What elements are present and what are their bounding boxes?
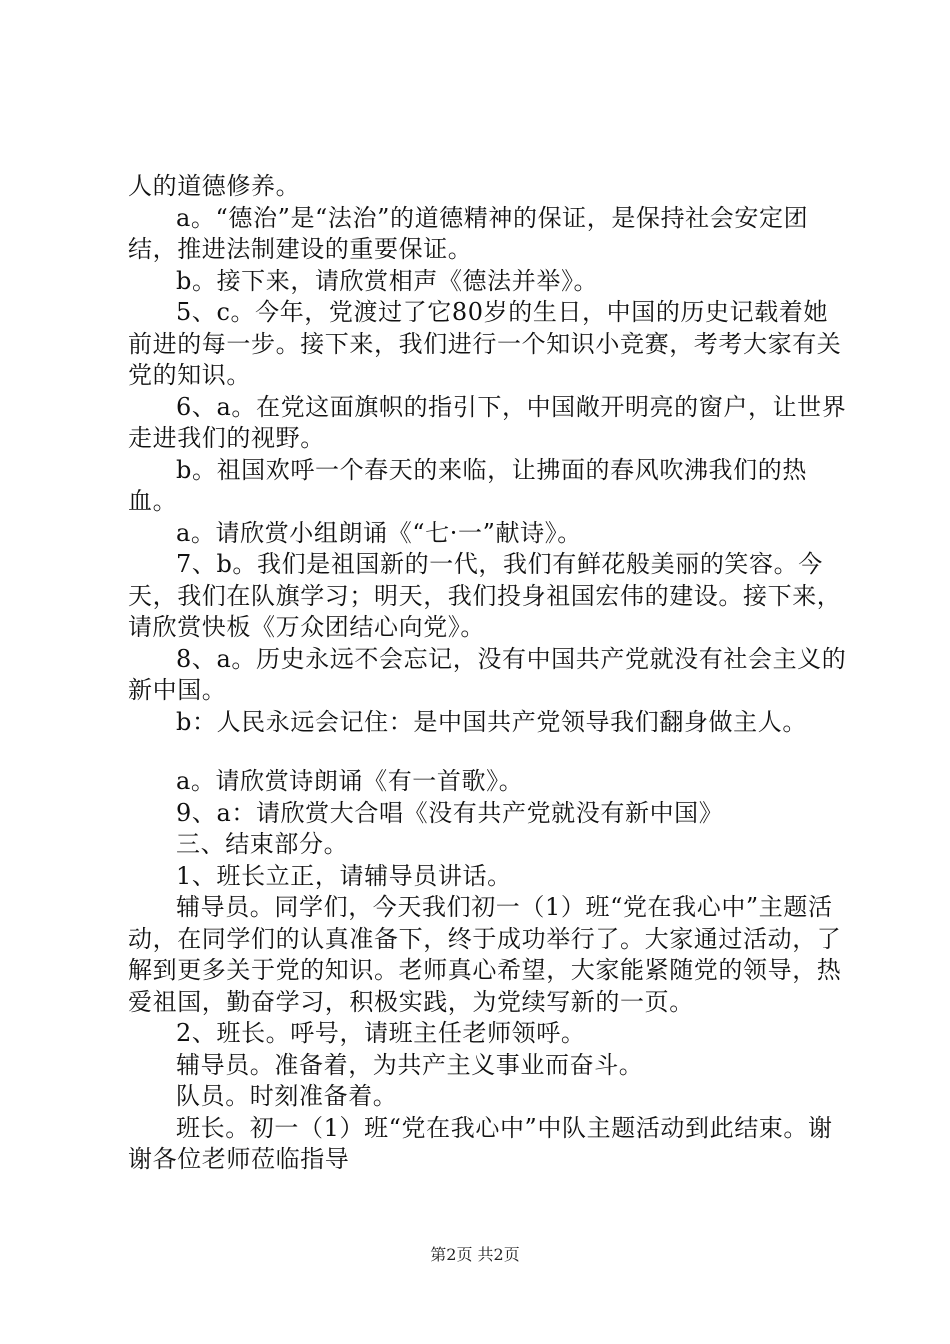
paragraph: b：人民永远会记住：是中国共产党领导我们翻身做主人。 xyxy=(176,707,807,736)
paragraph: 辅导员。准备着，为共产主义事业而奋斗。 xyxy=(176,1050,644,1079)
paragraph: 队员。时刻准备着。 xyxy=(176,1082,398,1110)
paragraph: 辅导员。同学们，今天我们初一（1）班“党在我心中”主题活动，在同学们的认真准备下，终于成功举行了。大家通过活动，了解到更多关于党的知识。老师真心希望，大家能紧随党的领导，热爱祖国，勤奋学习，积极实践，为党续写新的一页。 xyxy=(128,893,842,1016)
paragraph: b。接下来，请欣赏相声《德法并举》。 xyxy=(176,266,599,295)
paragraph: 人的道德修养。 xyxy=(128,172,301,200)
document-body xyxy=(128,171,848,1176)
section-heading: 三、结束部分。 xyxy=(176,830,349,858)
paragraph: 7、b。我们是祖国新的一代，我们有鲜花般美丽的笑容。今天，我们在队旗学习；明天，我们投身祖国宏伟的建设。接下来，请欣赏快板《万众团结心向党》。 xyxy=(128,550,842,641)
paragraph: a。请欣赏小组朗诵《“七·一”献诗》。 xyxy=(176,518,582,547)
paragraph: 1、班长立正，请辅导员讲话。 xyxy=(176,861,512,890)
paragraph: 班长。初一（1）班“党在我心中”中队主题活动到此结束。谢谢各位老师莅临指导 xyxy=(128,1113,833,1173)
paragraph: 9、a：请欣赏大合唱《没有共产党就没有新中国》 xyxy=(176,798,724,827)
paragraph: 5、c。今年，党渡过了它80岁的生日，中国的历史记载着她前进的每一步。接下来，我们进行一个知识小竞赛，考考大家有关党的知识。 xyxy=(128,298,842,389)
paragraph: b。祖国欢呼一个春天的来临，让拂面的春风吹沸我们的热血。 xyxy=(128,455,807,515)
page-footer: 第2页 共2页 xyxy=(430,1245,520,1264)
paragraph: a。请欣赏诗朗诵《有一首歌》。 xyxy=(176,767,524,795)
paragraph: 2、班长。呼号，请班主任老师领呼。 xyxy=(176,1019,586,1047)
paragraph: a。“德治”是“法治”的道德精神的保证，是保持社会安定团结，推进法制建设的重要保证。 xyxy=(128,203,809,263)
paragraph: 6、a。在党这面旗帜的指引下，中国敞开明亮的窗户，让世界走进我们的视野。 xyxy=(128,392,847,452)
paragraph: 8、a。历史永远不会忘记，没有中国共产党就没有社会主义的新中国。 xyxy=(128,644,847,704)
